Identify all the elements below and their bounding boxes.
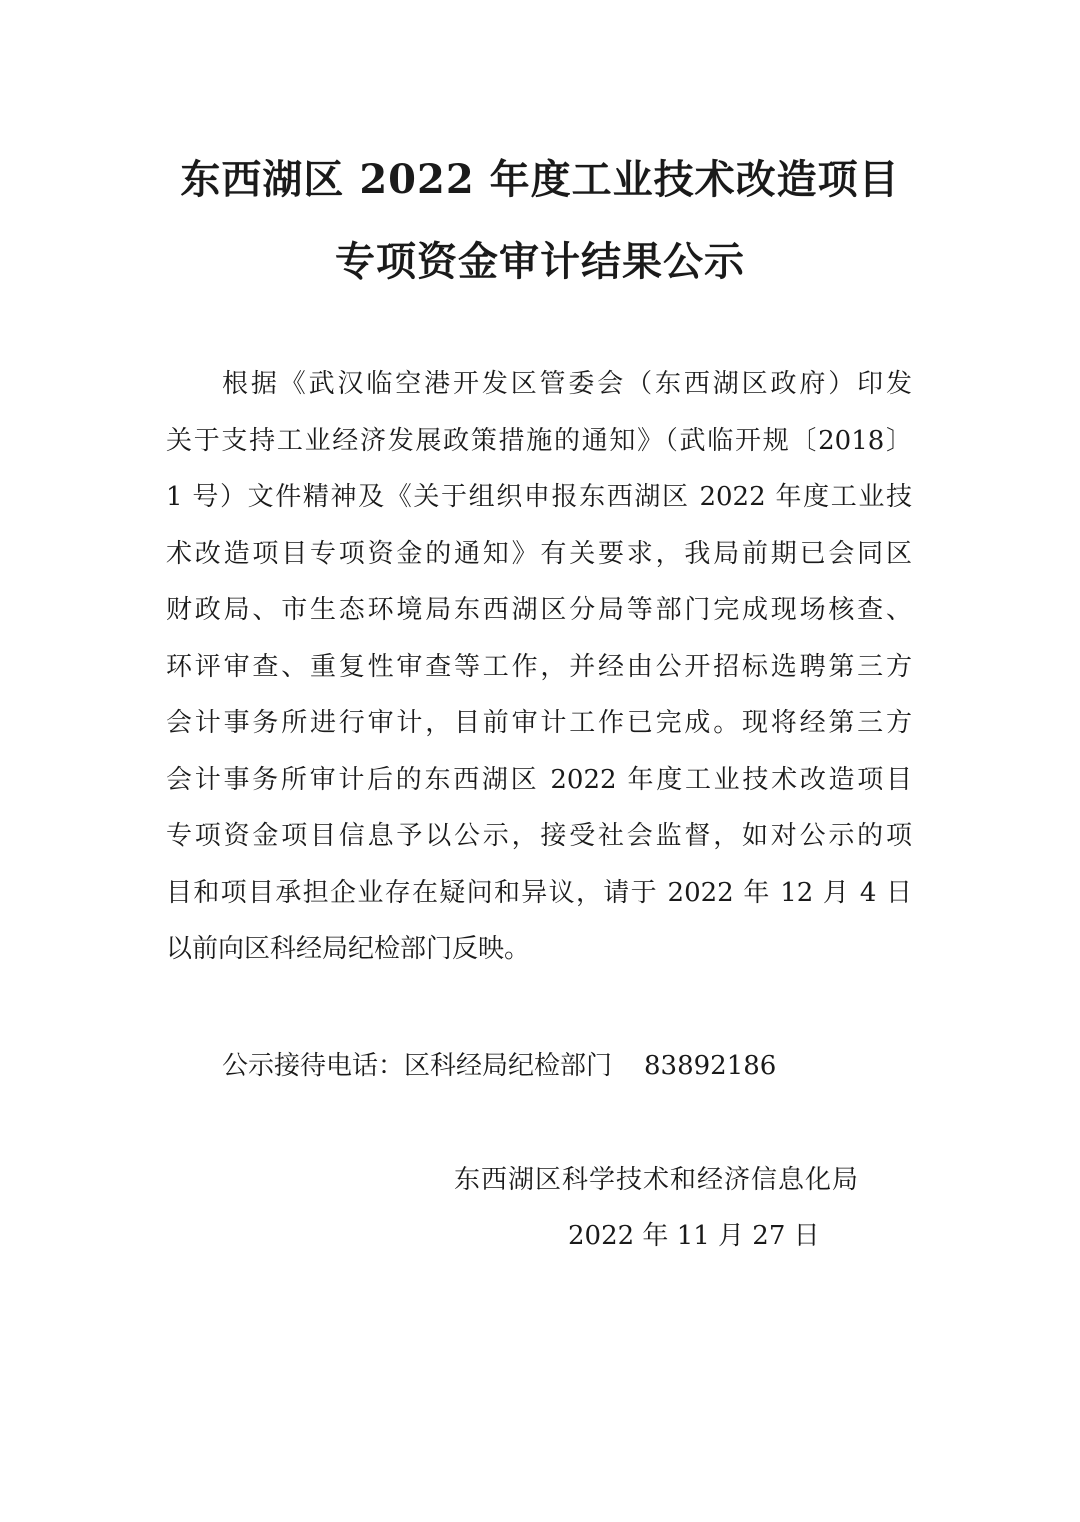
document-title-line-2: 专项资金审计结果公示 bbox=[335, 238, 745, 285]
body-line: 关于支持工业经济发展政策措施的通知》（武临开规〔2018〕 bbox=[166, 425, 912, 456]
document-body bbox=[166, 356, 912, 978]
body-line: 1 号）文件精神及《关于组织申报东西湖区 2022 年度工业技 bbox=[166, 482, 912, 512]
document-title-line-1: 东西湖区 2022 年度工业技术改造项目 bbox=[180, 156, 900, 203]
contact-label: 公示接待电话：区科经局纪检部门 bbox=[222, 1051, 613, 1081]
body-line: 环评审查、重复性审查等工作，并经由公开招标选聘第三方 bbox=[166, 651, 912, 682]
body-line: 根据《武汉临空港开发区管委会（东西湖区政府）印发 bbox=[222, 369, 912, 399]
body-line: 以前向区科经局纪检部门反映。 bbox=[166, 934, 531, 964]
contact-phone: 83892186 bbox=[644, 1051, 777, 1081]
body-line: 专项资金项目信息予以公示，接受社会监督，如对公示的项 bbox=[166, 821, 912, 851]
body-line: 术改造项目专项资金的通知》有关要求，我局前期已会同区 bbox=[166, 538, 912, 569]
contact-line bbox=[222, 1044, 776, 1088]
issue-date: 2022 年 11 月 27 日 bbox=[568, 1221, 820, 1251]
body-line: 会计事务所进行审计，目前审计工作已完成。现将经第三方 bbox=[166, 708, 912, 738]
issuer-signature: 东西湖区科学技术和经济信息化局 bbox=[454, 1165, 860, 1195]
body-line: 财政局、市生态环境局东西湖区分局等部门完成现场核查、 bbox=[166, 595, 912, 625]
body-line: 目和项目承担企业存在疑问和异议，请于 2022 年 12 月 4 日 bbox=[166, 877, 912, 908]
body-line: 会计事务所审计后的东西湖区 2022 年度工业技术改造项目 bbox=[166, 764, 912, 795]
